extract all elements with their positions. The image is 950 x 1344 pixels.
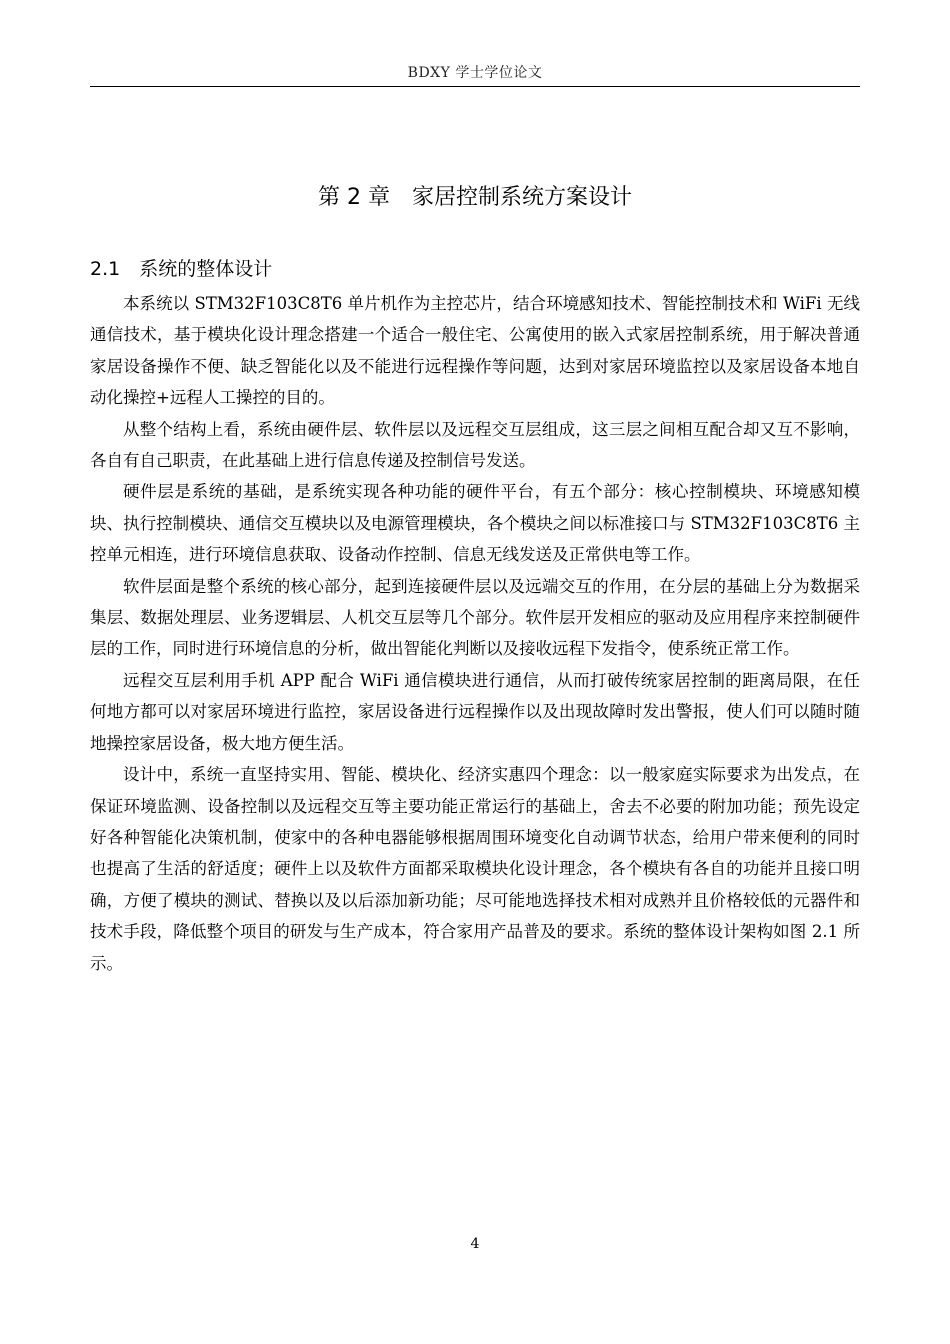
paragraph: 设计中，系统一直坚持实用、智能、模块化、经济实惠四个理念：以一般家庭实际要求为出发点，在保证环境监测、设备控制以及远程交互等主要功能正常运行的基础上，舍去不必要的附加功能；预先设定好各种智能化决策机制，使家中的各种电器能够根据周围环境变化自动调节状态，给用户带来便利的同时也提高了生活的舒适度；硬件上以及软件方面都采取模块化设计理念，各个模块有各自的功能并且接口明确，方便了模块的测试、替换以及以后添加新功能；尽可能地选择技术相对成熟并且价格较低的元器件和技术手段，降低整个项目的研发与生产成本，符合家用产品普及的要求。系统的整体设计架构如图 2.1 所示。 (90, 765, 860, 973)
section-heading: 2.1 系统的整体设计 (90, 258, 273, 280)
paragraph: 从整个结构上看，系统由硬件层、软件层以及远程交互层组成，这三层之间相互配合却又互不影响，各自有自己职责，在此基础上进行信息传递及控制信号发送。 (90, 419, 860, 471)
header-divider (90, 86, 860, 87)
body-text (90, 288, 860, 979)
page-number: 4 (470, 1236, 480, 1252)
chapter-title: 第 2 章 家居控制系统方案设计 (318, 185, 632, 210)
running-header: BDXY 学士学位论文 (407, 65, 543, 81)
paragraph: 软件层面是整个系统的核心部分，起到连接硬件层以及远端交互的作用，在分层的基础上分为数据采集层、数据处理层、业务逻辑层、人机交互层等几个部分。软件层开发相应的驱动及应用程序来控制硬件层的工作，同时进行环境信息的分析，做出智能化判断以及接收远程下发指令，使系统正常工作。 (90, 576, 860, 659)
paragraph: 远程交互层利用手机 APP 配合 WiFi 通信模块进行通信，从而打破传统家居控制的距离局限，在任何地方都可以对家居环境进行监控，家居设备进行远程操作以及出现故障时发出警报，使人们可以随时随地操控家居设备，极大地方便生活。 (90, 670, 860, 753)
paragraph: 本系统以 STM32F103C8T6 单片机作为主控芯片，结合环境感知技术、智能控制技术和 WiFi 无线通信技术，基于模块化设计理念搭建一个适合一般住宅、公寓使用的嵌入式家居控制系统，用于解决普通家居设备操作不便、缺乏智能化以及不能进行远程操作等问题，达到对家居环境监控以及家居设备本地自动化操控+远程人工操控的目的。 (90, 294, 860, 408)
paragraph: 硬件层是系统的基础，是系统实现各种功能的硬件平台，有五个部分：核心控制模块、环境感知模块、执行控制模块、通信交互模块以及电源管理模块，各个模块之间以标准接口与 STM32F103C8T6 主控单元相连，进行环境信息获取、设备动作控制、信息无线发送及正常供电等工作。 (90, 482, 860, 565)
